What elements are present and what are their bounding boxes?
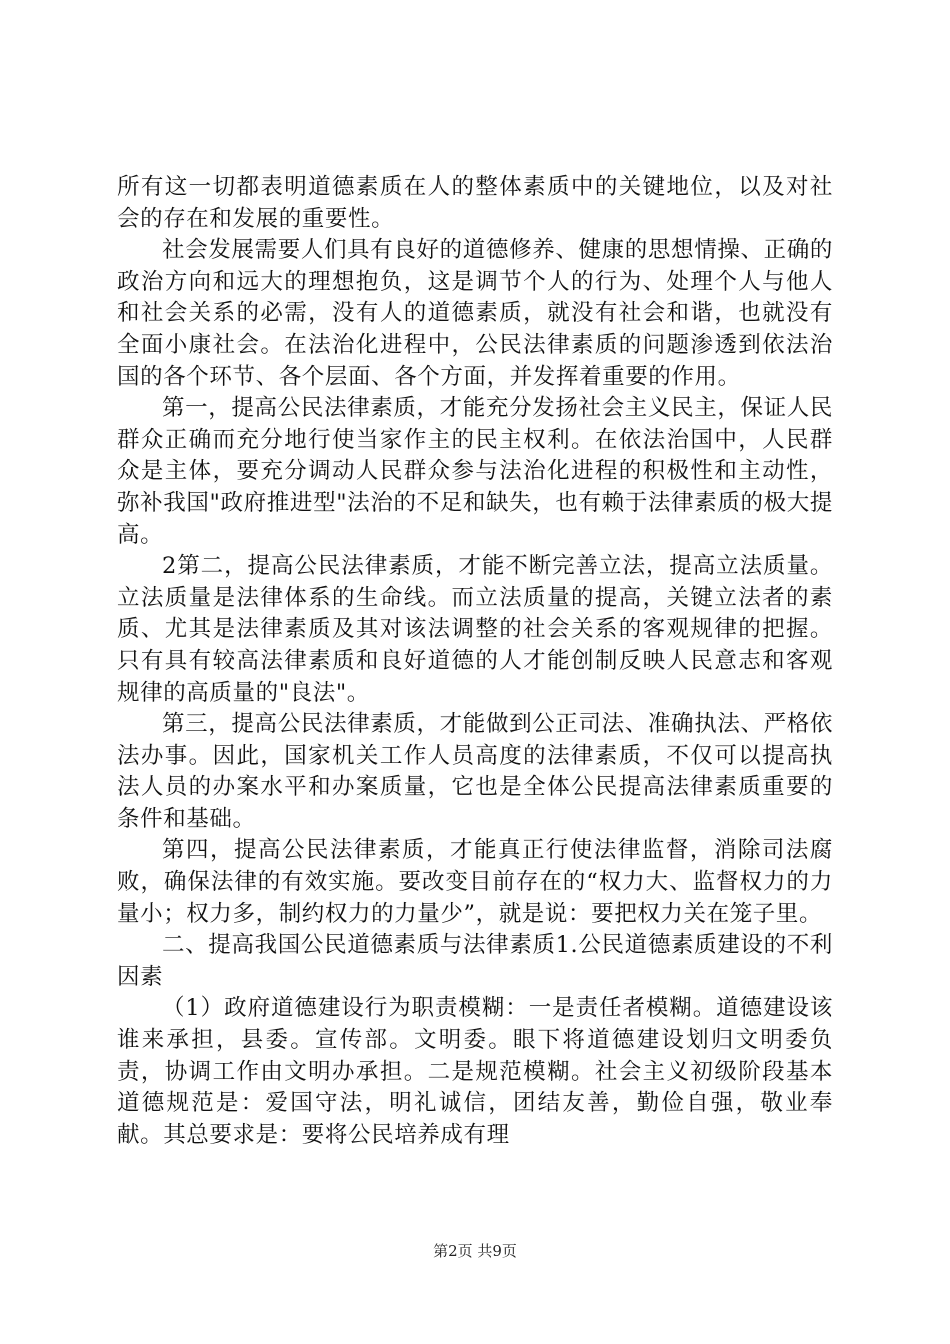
paragraph-8: （1）政府道德建设行为职责模糊：一是责任者模糊。道德建设该谁来承担，县委。宣传部。文明委。眼下将道德建设划归文明委负责，协调工作由文明办承担。二是规范模糊。社会主义初级阶段基本道德规范是：爱国守法，明礼诚信，团结友善，勤俭自强，敬业奉献。其总要求是：要将公民培养成有理 bbox=[117, 995, 833, 1148]
paragraph-6: 第四，提高公民法律素质，才能真正行使法律监督，消除司法腐败，确保法律的有效实施。要改变目前存在的“权力大、监督权力的力量小；权力多，制约权力的力量少”，就是说：要把权力关在笼子里。 bbox=[117, 837, 833, 927]
page-footer: 第2页 共9页 bbox=[433, 1242, 517, 1260]
paragraph-3: 第一，提高公民法律素质，才能充分发扬社会主义民主，保证人民群众正确而充分地行使当家作主的民主权利。在依法治国中，人民群众是主体，要充分调动人民群众参与法治化进程的积极性和主动性，弥补我国"政府推进型"法治的不足和缺失，也有赖于法律素质的极大提高。 bbox=[117, 395, 833, 548]
paragraph-5: 第三，提高公民法律素质，才能做到公正司法、准确执法、严格依法办事。因此，国家机关工作人员高度的法律素质，不仅可以提高执法人员的办案水平和办案质量，它也是全体公民提高法律素质重要的条件和基础。 bbox=[117, 711, 833, 832]
document-body bbox=[117, 172, 833, 1151]
paragraph-1: 所有这一切都表明道德素质在人的整体素质中的关键地位，以及对社会的存在和发展的重要性。 bbox=[117, 174, 833, 232]
paragraph-2: 社会发展需要人们具有良好的道德修养、健康的思想情操、正确的政治方向和远大的理想抱负，这是调节个人的行为、处理个人与他人和社会关系的必需，没有人的道德素质，就没有社会和谐，也就没有全面小康社会。在法治化进程中，公民法律素质的问题渗透到依法治国的各个环节、各个层面、各个方面，并发挥着重要的作用。 bbox=[117, 237, 833, 390]
paragraph-4: 2第二，提高公民法律素质，才能不断完善立法，提高立法质量。立法质量是法律体系的生命线。而立法质量的提高，关键立法者的素质、尤其是法律素质及其对该法调整的社会关系的客观规律的把握。只有具有较高法律素质和良好道德的人才能创制反映人民意志和客观规律的高质量的"良法"。 bbox=[117, 553, 833, 706]
paragraph-7: 二、提高我国公民道德素质与法律素质1.公民道德素质建设的不利因素 bbox=[117, 932, 833, 990]
